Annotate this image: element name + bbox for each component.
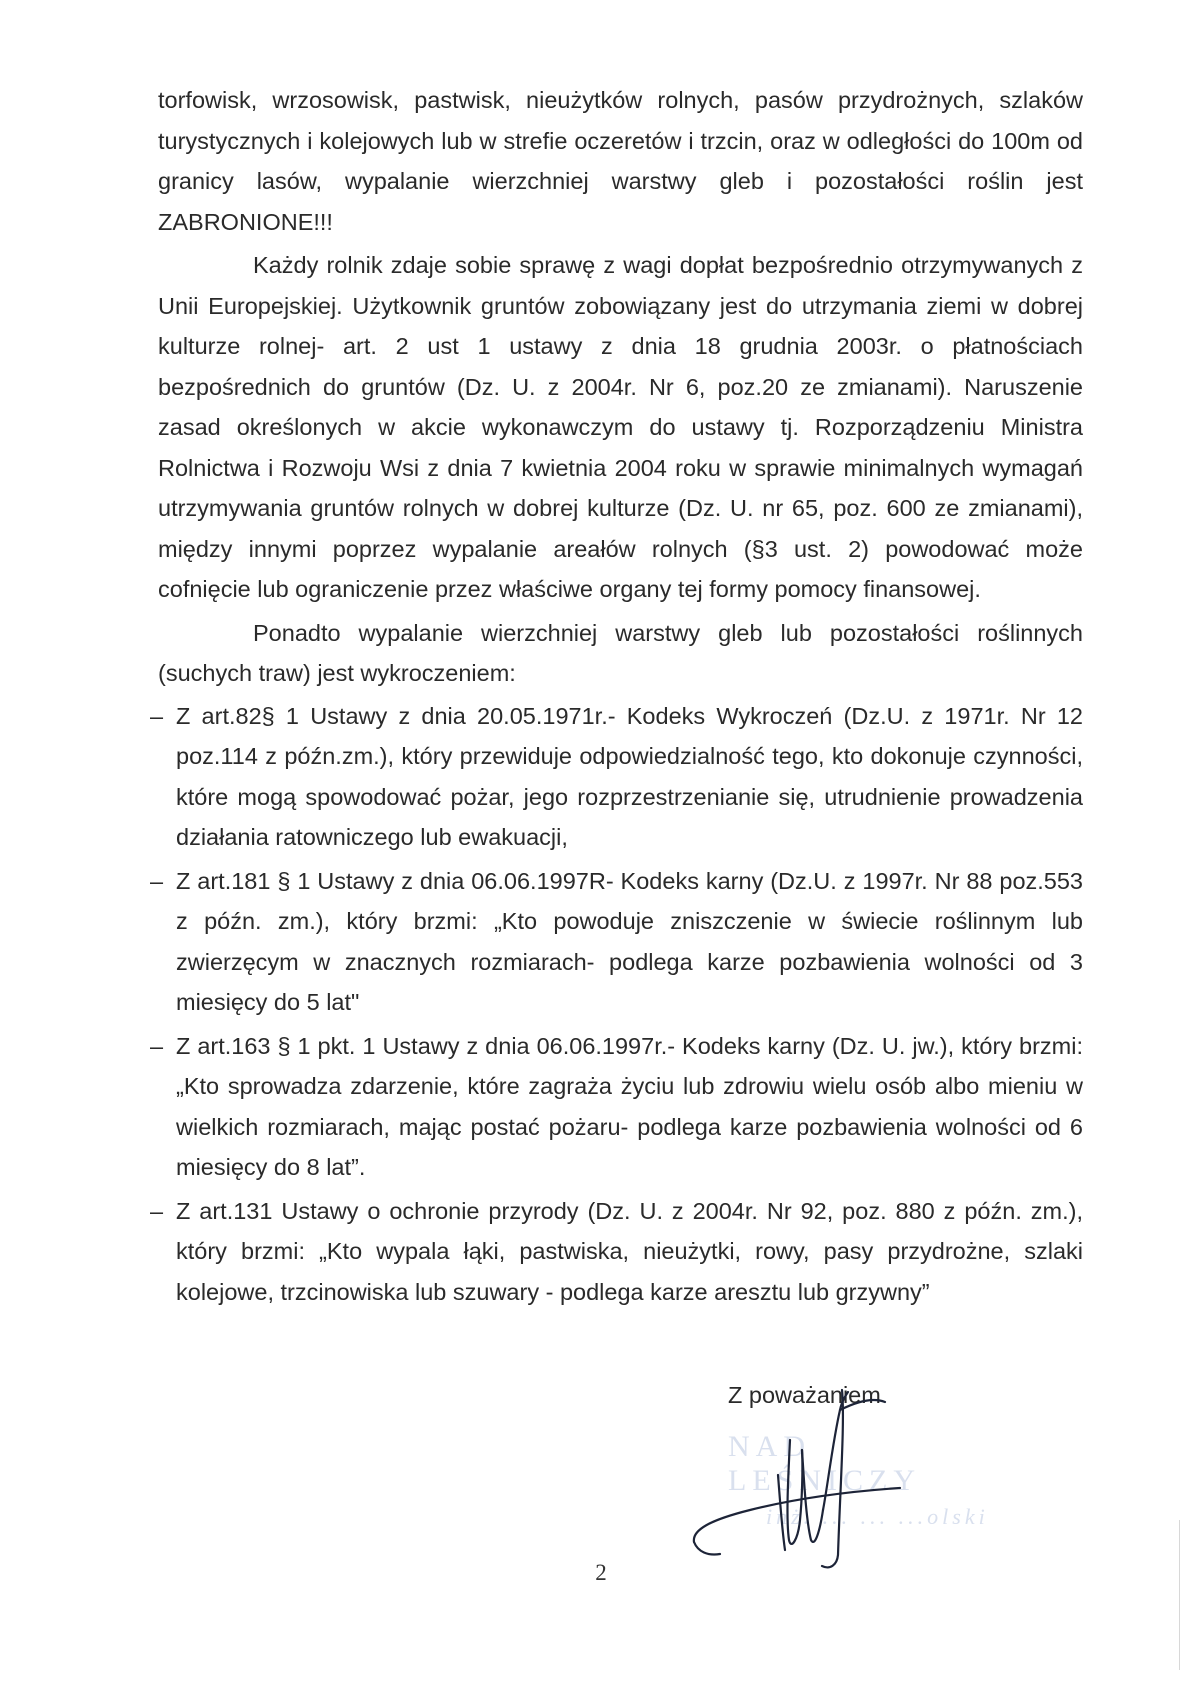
stamp-name: inż. ... ... ...olski [766,1504,989,1529]
list-dash: – [150,702,164,729]
legal-provisions-list [150,696,1083,1313]
list-item-text: Z art.82§ 1 Ustawy z dnia 20.05.1971r.- Kodeks Wykroczeń (Dz.U. z 1971r. Nr 12 poz.114 z późn.zm.), który przewiduje odpowiedzialność tego, kto dokonuje czynności, które mogą spowodować pożar, jego rozprzestrzenianie się, utrudnienie prowadzenia działania ratowniczego lub ewakuacji, [176,702,1083,850]
list-item-text: Z art.163 § 1 pkt. 1 Ustawy z dnia 06.06.1997r.- Kodeks karny (Dz. U. jw.), który brzmi: „Kto sprowadza zdarzenie, które zagraża życiu lub zdrowiu wielu osób albo mieniu w wielkich rozmiarach, mając postać pożaru- podlega karze pozbawienia wolności od 6 miesięcy do 8 lat”. [176,1032,1083,1180]
page-number: 2 [595,1560,607,1585]
list-item-art-131 [150,1191,1083,1313]
list-item-art-82 [150,696,1083,858]
list-item-art-181 [150,861,1083,1023]
list-dash: – [150,1197,164,1224]
list-item-text: Z art.181 § 1 Ustawy z dnia 06.06.1997R- Kodeks karny (Dz.U. z 1997r. Nr 88 poz.553 z późn. zm.), który brzmi: „Kto powoduje zniszczenie w świecie roślinnym lub zwierzęcym w znacznych rozmiarach- podlega karze pozbawienia wolności od 3 miesięcy do 5 lat" [176,867,1083,1015]
paragraph-offence-intro: Ponadto wypalanie wierzchniej warstwy gleb lub pozostałości roślinnych (suchych traw) jest wykroczeniem: [158,619,1083,686]
list-dash: – [150,1032,164,1059]
list-dash: – [150,867,164,894]
letter-body [150,80,1083,1315]
scan-edge-line [1179,1520,1180,1670]
handwritten-signature [690,1380,930,1575]
closing-salutation: Z poważaniem [728,1382,881,1408]
paragraph-subsidies: Każdy rolnik zdaje sobie sprawę z wagi dopłat bezpośrednio otrzymywanych z Unii Europejskiej. Użytkownik gruntów zobowiązany jest do utrzymania ziemi w dobrej kulturze rolnej- art. 2 ust 1 ustawy z dnia 18 grudnia 2003r. o płatnościach bezpośrednich do gruntów (Dz. U. z 2004r. Nr 6, poz.20 ze zmianami). Naruszenie zasad określonych w akcie wykonawczym do ustawy tj. Rozporządzeniu Ministra Rolnictwa i Rozwoju Wsi z dnia 7 kwietnia 2004 roku w sprawie minimalnych wymagań utrzymywania gruntów rolnych w dobrej kulturze (Dz. U. nr 65, poz. 600 ze zmianami), między innymi poprzez wypalanie areałów rolnych (§3 ust. 2) powodować może cofnięcie lub ograniczenie przez właściwe organy tej formy pomocy finansowej. [158,252,1083,602]
list-item-text: Z art.131 Ustawy o ochronie przyrody (Dz. U. z 2004r. Nr 92, poz. 880 z późn. zm.), który brzmi: „Kto wypala łąki, pastwiska, nieużytki, rowy, pasy przydrożne, szlaki kolejowe, trzcinowiska lub szuwary - podlega karze aresztu lub grzywny” [176,1197,1083,1305]
paragraph-prohibition: torfowisk, wrzosowisk, pastwisk, nieużytków rolnych, pasów przydrożnych, szlaków turystycznych i kolejowych lub w strefie oczeretów i trzcin, oraz w odległości do 100m od granicy lasów, wypalanie wierzchniej warstwy gleb i pozostałości roślin jest ZABRONIONE!!! [158,87,1083,235]
list-item-art-163 [150,1026,1083,1188]
stamp-title: NAD LEŚNICZY [728,1430,921,1497]
